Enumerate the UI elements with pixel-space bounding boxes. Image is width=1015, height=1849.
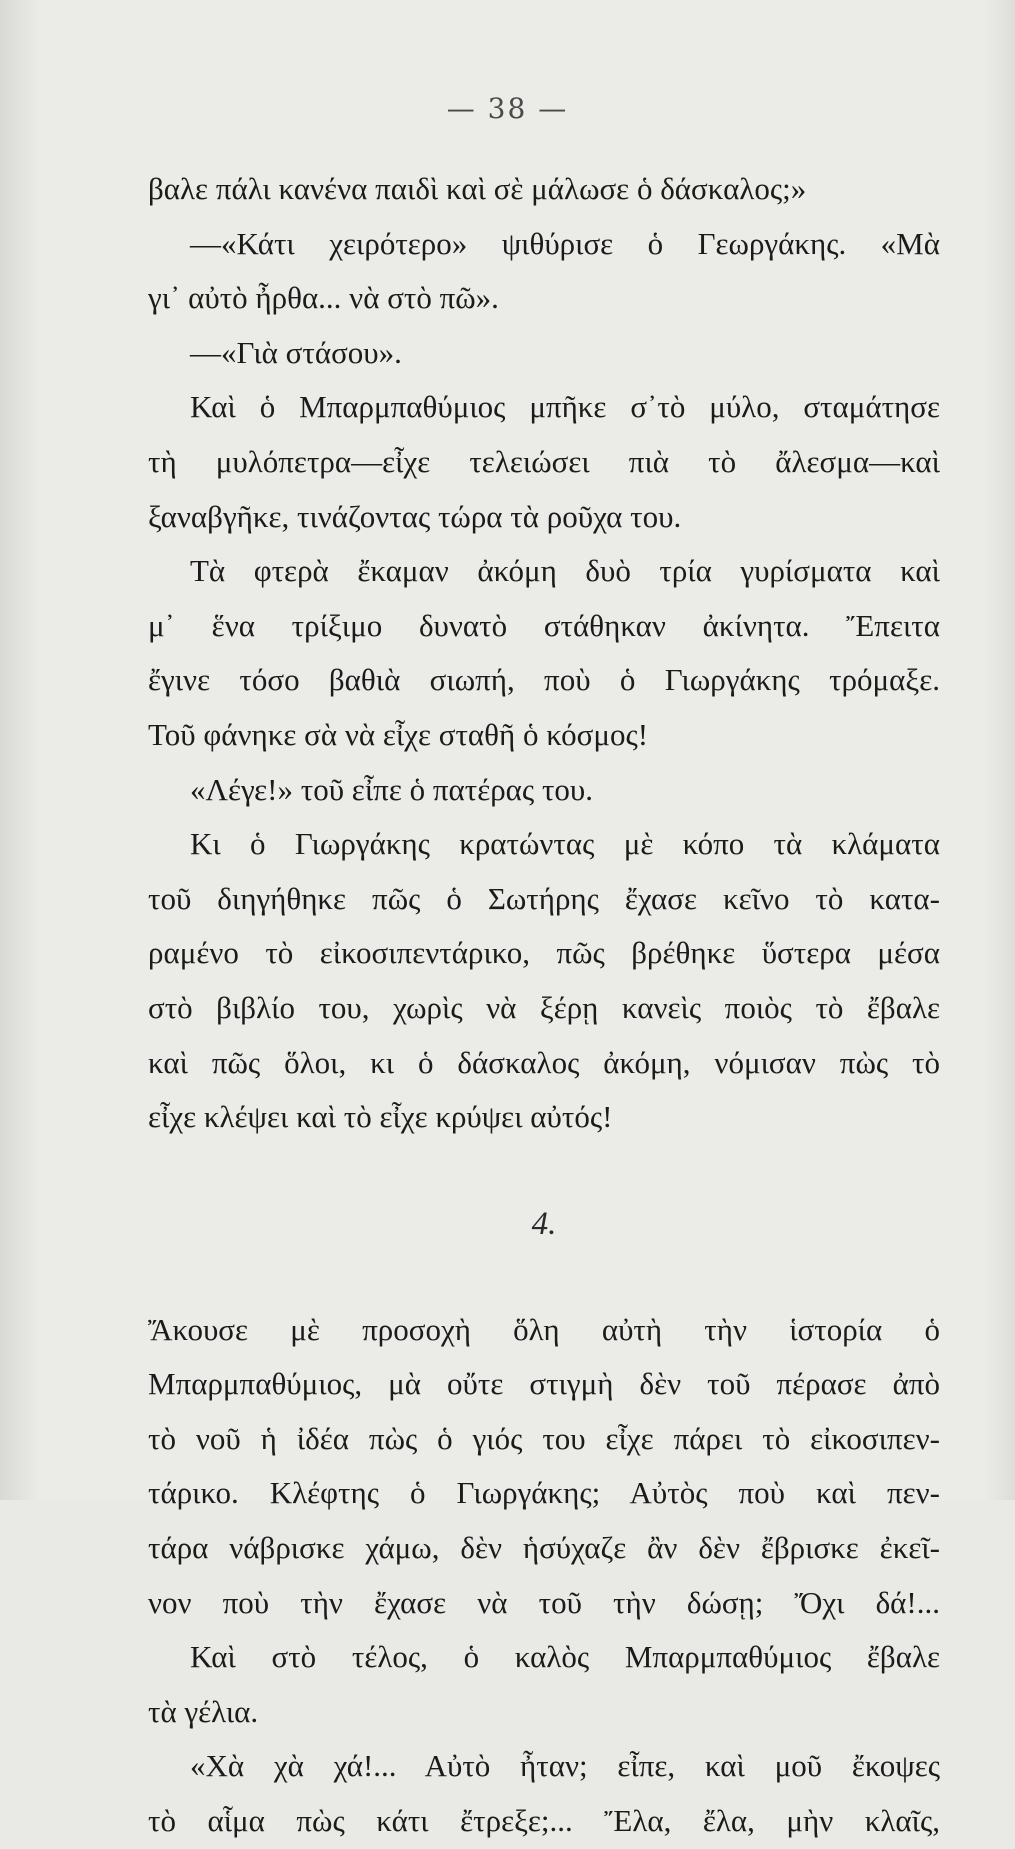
text-line: νον ποὺ τὴν ἔχασε νὰ τοῦ τὴν δώσῃ; Ὄχι δά!... [148,1584,940,1620]
text-line: Μπαρμπαθύμιος, μὰ οὔτε στιγμὴ δὲν τοῦ πέρασε ἀπὸ [148,1366,940,1402]
text-line: τάρικο. Κλέφτης ὁ Γιωργάκης; Αὐτὸς ποὺ καὶ πεν- [148,1475,940,1511]
page-shadow-left [0,0,40,1500]
text-line: βαλε πάλι κανένα παιδὶ καὶ σὲ μάλωσε ὁ δάσκαλος;» [148,171,807,206]
text-line: τοῦ διηγήθηκε πῶς ὁ Σωτήρης ἔχασε κεῖνο τὸ κατα- [148,880,940,916]
text-line: Καὶ στὸ τέλος, ὁ καλὸς Μπαρμπαθύμιος ἔβαλε [190,1639,940,1675]
text-line: —«Γιὰ στάσου». [190,334,402,370]
text-line: γι᾽ αὐτὸ ἦρθα... νὰ στὸ πῶ». [148,280,499,316]
text-line: τὸ αἷμα πὼς κάτι ἔτρεξε;... Ἔλα, ἔλα, μὴν κλαῖς, [148,1803,940,1839]
text-line: Τοῦ φάνηκε σὰ νὰ εἶχε σταθῆ ὁ κόσμος! [148,716,649,752]
body-text [148,162,940,1849]
text-line: εἶχε κλέψει καὶ τὸ εἶχε κρύψει αὐτός! [148,1099,613,1135]
text-line: Τὰ φτερὰ ἔκαμαν ἀκόμη δυὸ τρία γυρίσματα καὶ [190,553,940,589]
text-line: μ᾽ ἕνα τρίξιμο δυνατὸ στάθηκαν ἀκίνητα. Ἔπειτα [148,607,940,643]
text-line: Καὶ ὁ Μπαρμπαθύμιος μπῆκε σ᾽τὸ μύλο, σταμάτησε [190,389,940,425]
text-line: τάρα νάβρισκε χάμω, δὲν ἡσύχαζε ἂν δὲν ἔβρισκε ἐκεῖ- [148,1530,940,1566]
text-line: ξαναβγῆκε, τινάζοντας τώρα τὰ ροῦχα του. [148,498,682,534]
text-line: ἔγινε τόσο βαθιὰ σιωπή, ποὺ ὁ Γιωργάκης τρόμαξε. [148,662,940,698]
text-line: τὸ νοῦ ἡ ἰδέα πὼς ὁ γιός του εἶχε πάρει τὸ εἰκοσιπεν- [148,1420,940,1456]
text-line: «Χὰ χὰ χά!... Αὐτὸ ἦταν; εἶπε, καὶ μοῦ ἔκοψες [190,1748,940,1784]
text-line: στὸ βιβλίο του, χωρὶς νὰ ξέρῃ κανεὶς ποιὸς τὸ ἔβαλε [148,989,940,1025]
text-before-section [148,162,940,1145]
text-line: ραμένο τὸ εἰκοσιπεντάρικο, πῶς βρέθηκε ὕστερα μέσα [148,935,940,971]
page-shadow-right [985,0,1015,1500]
text-after-section [148,1303,940,1849]
text-line: τὴ μυλόπετρα—εἶχε τελειώσει πιὰ τὸ ἄλεσμα—καὶ [148,443,940,479]
text-line: καὶ πῶς ὅλοι, κι ὁ δάσκαλος ἀκόμη, νόμισαν πὼς τὸ [148,1044,940,1080]
section-number: 4. [531,1205,557,1242]
text-line: Κι ὁ Γιωργάκης κρατώντας μὲ κόπο τὰ κλάματα [190,826,940,862]
page-number: — 38 — [446,92,569,125]
text-line: Ἄκουσε μὲ προσοχὴ ὅλη αὐτὴ τὴν ἱστορία ὁ [148,1311,940,1347]
text-line: «Λέγε!» τοῦ εἶπε ὁ πατέρας του. [190,771,593,807]
text-line: τὰ γέλια. [148,1693,259,1729]
text-line: —«Κάτι χειρότερο» ψιθύρισε ὁ Γεωργάκης. «Μὰ [190,225,940,261]
